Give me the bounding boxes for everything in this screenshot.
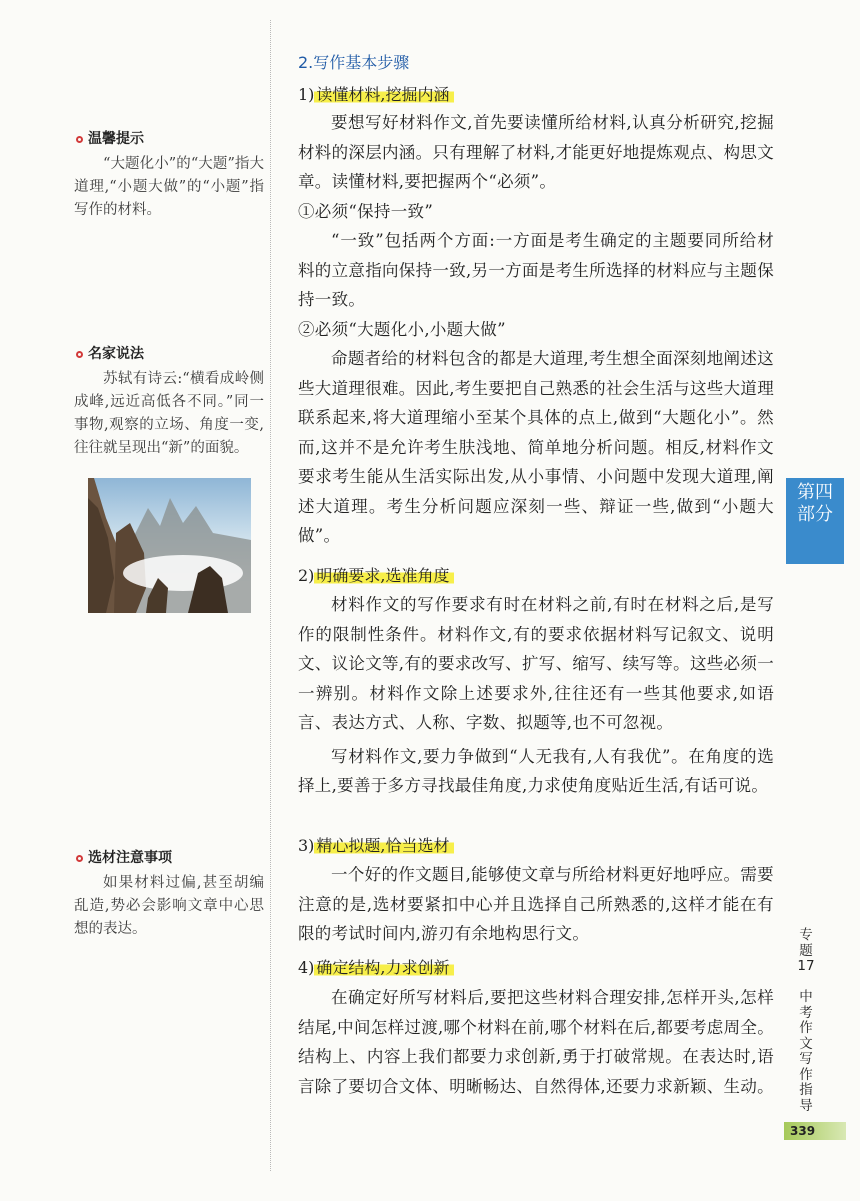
tip-note-body: “大题化小”的“大题”指大道理,“小题大做”的“小题”指写作的材料。 [74, 156, 264, 218]
material-note-body: 如果材料过偏,甚至胡编乱造,势必会影响文章中心思想的表达。 [74, 875, 264, 937]
quote-note-title-row [74, 343, 264, 366]
section-title: 2.写作基本步骤 [298, 53, 410, 72]
tip-note-title-row [74, 128, 264, 151]
bullet-icon [76, 136, 83, 143]
material-note [74, 847, 264, 941]
step1-number: 1) [298, 85, 315, 104]
topic-label: 专题17 [797, 927, 815, 974]
topic-subtitle: 中考作文写作指导 [799, 989, 813, 1114]
material-note-title: 选材注意事项 [88, 850, 172, 866]
mountain-illustration [88, 478, 251, 613]
step2-heading [298, 563, 454, 586]
mountain-photo [88, 478, 251, 613]
step4-heading [298, 955, 454, 978]
bullet-icon [76, 855, 83, 862]
step4-content [298, 983, 774, 1101]
step1-title: 读懂材料,挖掘内涵 [314, 85, 453, 104]
paragraph: 材料作文的写作要求有时在材料之前,有时在材料之后,是写作的限制性条件。材料作文,有的要求依据材料写记叙文、说明文、议论文等,有的要求改写、扩写、缩写、续写等。这些必须一一辨别。材料作文除上述要求外,往往还有一些其他要求,如语言、表达方式、人称、字数、拟题等,也不可忽视。 [298, 595, 774, 732]
paragraph: 要想写好材料作文,首先要读懂所给材料,认真分析研究,挖掘材料的深层内涵。只有理解了材料,才能更好地提炼观点、构思文章。读懂材料,要把握两个“必须”。 [298, 113, 774, 191]
step1-content [298, 108, 774, 551]
material-note-title-row [74, 847, 264, 870]
quote-note-body: 苏轼有诗云:“横看成岭侧成峰,远近高低各不同。”同一事物,观察的立场、角度一变,往往就呈现出“新”的面貌。 [74, 371, 264, 456]
point-heading: ①必须“保持一致” [298, 201, 434, 221]
quote-note [74, 343, 264, 460]
step2-number: 2) [298, 566, 315, 585]
bullet-icon [76, 351, 83, 358]
tip-note-title: 温馨提示 [88, 131, 144, 147]
tip-note [74, 128, 264, 222]
paragraph: 命题者给的材料包含的都是大道理,考生想全面深刻地阐述这些大道理很难。因此,考生要把自己熟悉的社会生活与这些大道理联系起来,将大道理缩小至某个具体的点上,做到“大题化小”。然而,这并不是允许考生肤浅地、简单地分析问题。相反,材料作文要求考生能从生活实际出发,从小事情、小问题中发现大道理,阐述大道理。考生分析问题应深刻一些、辩证一些,做到“小题大做”。 [298, 349, 774, 545]
paragraph: “一致”包括两个方面:一方面是考生确定的主题要同所给材料的立意指向保持一致,另一方面是考生所选择的材料应与主题保持一致。 [298, 231, 774, 309]
step3-number: 3) [298, 836, 315, 855]
step2-content [298, 590, 774, 801]
step4-number: 4) [298, 958, 315, 977]
part-tab-line2: 部分 [797, 504, 833, 525]
sidebar-divider [270, 20, 271, 1171]
step2-title: 明确要求,选准角度 [314, 566, 453, 585]
step3-title: 精心拟题,恰当选材 [314, 836, 453, 855]
part-tab [786, 478, 844, 564]
step4-title: 确定结构,力求创新 [314, 958, 453, 977]
part-tab-line1: 第四 [797, 482, 833, 503]
page-number: 339 [784, 1122, 846, 1140]
step1-heading [298, 82, 454, 105]
paragraph: 一个好的作文题目,能够使文章与所给材料更好地呼应。需要注意的是,选材要紧扣中心并且选择自己所熟悉的,这样才能在有限的考试时间内,游刃有余地构思行文。 [298, 865, 774, 943]
quote-note-title: 名家说法 [88, 346, 144, 362]
step3-content [298, 860, 774, 949]
step3-heading [298, 833, 454, 856]
paragraph: 写材料作文,要力争做到“人无我有,人有我优”。在角度的选择上,要善于多方寻找最佳角度,力求使角度贴近生活,有话可说。 [298, 746, 774, 795]
point-heading: ②必须“大题化小,小题大做” [298, 319, 506, 339]
paragraph: 在确定好所写材料后,要把这些材料合理安排,怎样开头,怎样结尾,中间怎样过渡,哪个材料在前,哪个材料在后,都要考虑周全。结构上、内容上我们都要力求创新,勇于打破常规。在表达时,语言除了要切合文体、明晰畅达、自然得体,还要力求新颖、生动。 [298, 988, 774, 1096]
